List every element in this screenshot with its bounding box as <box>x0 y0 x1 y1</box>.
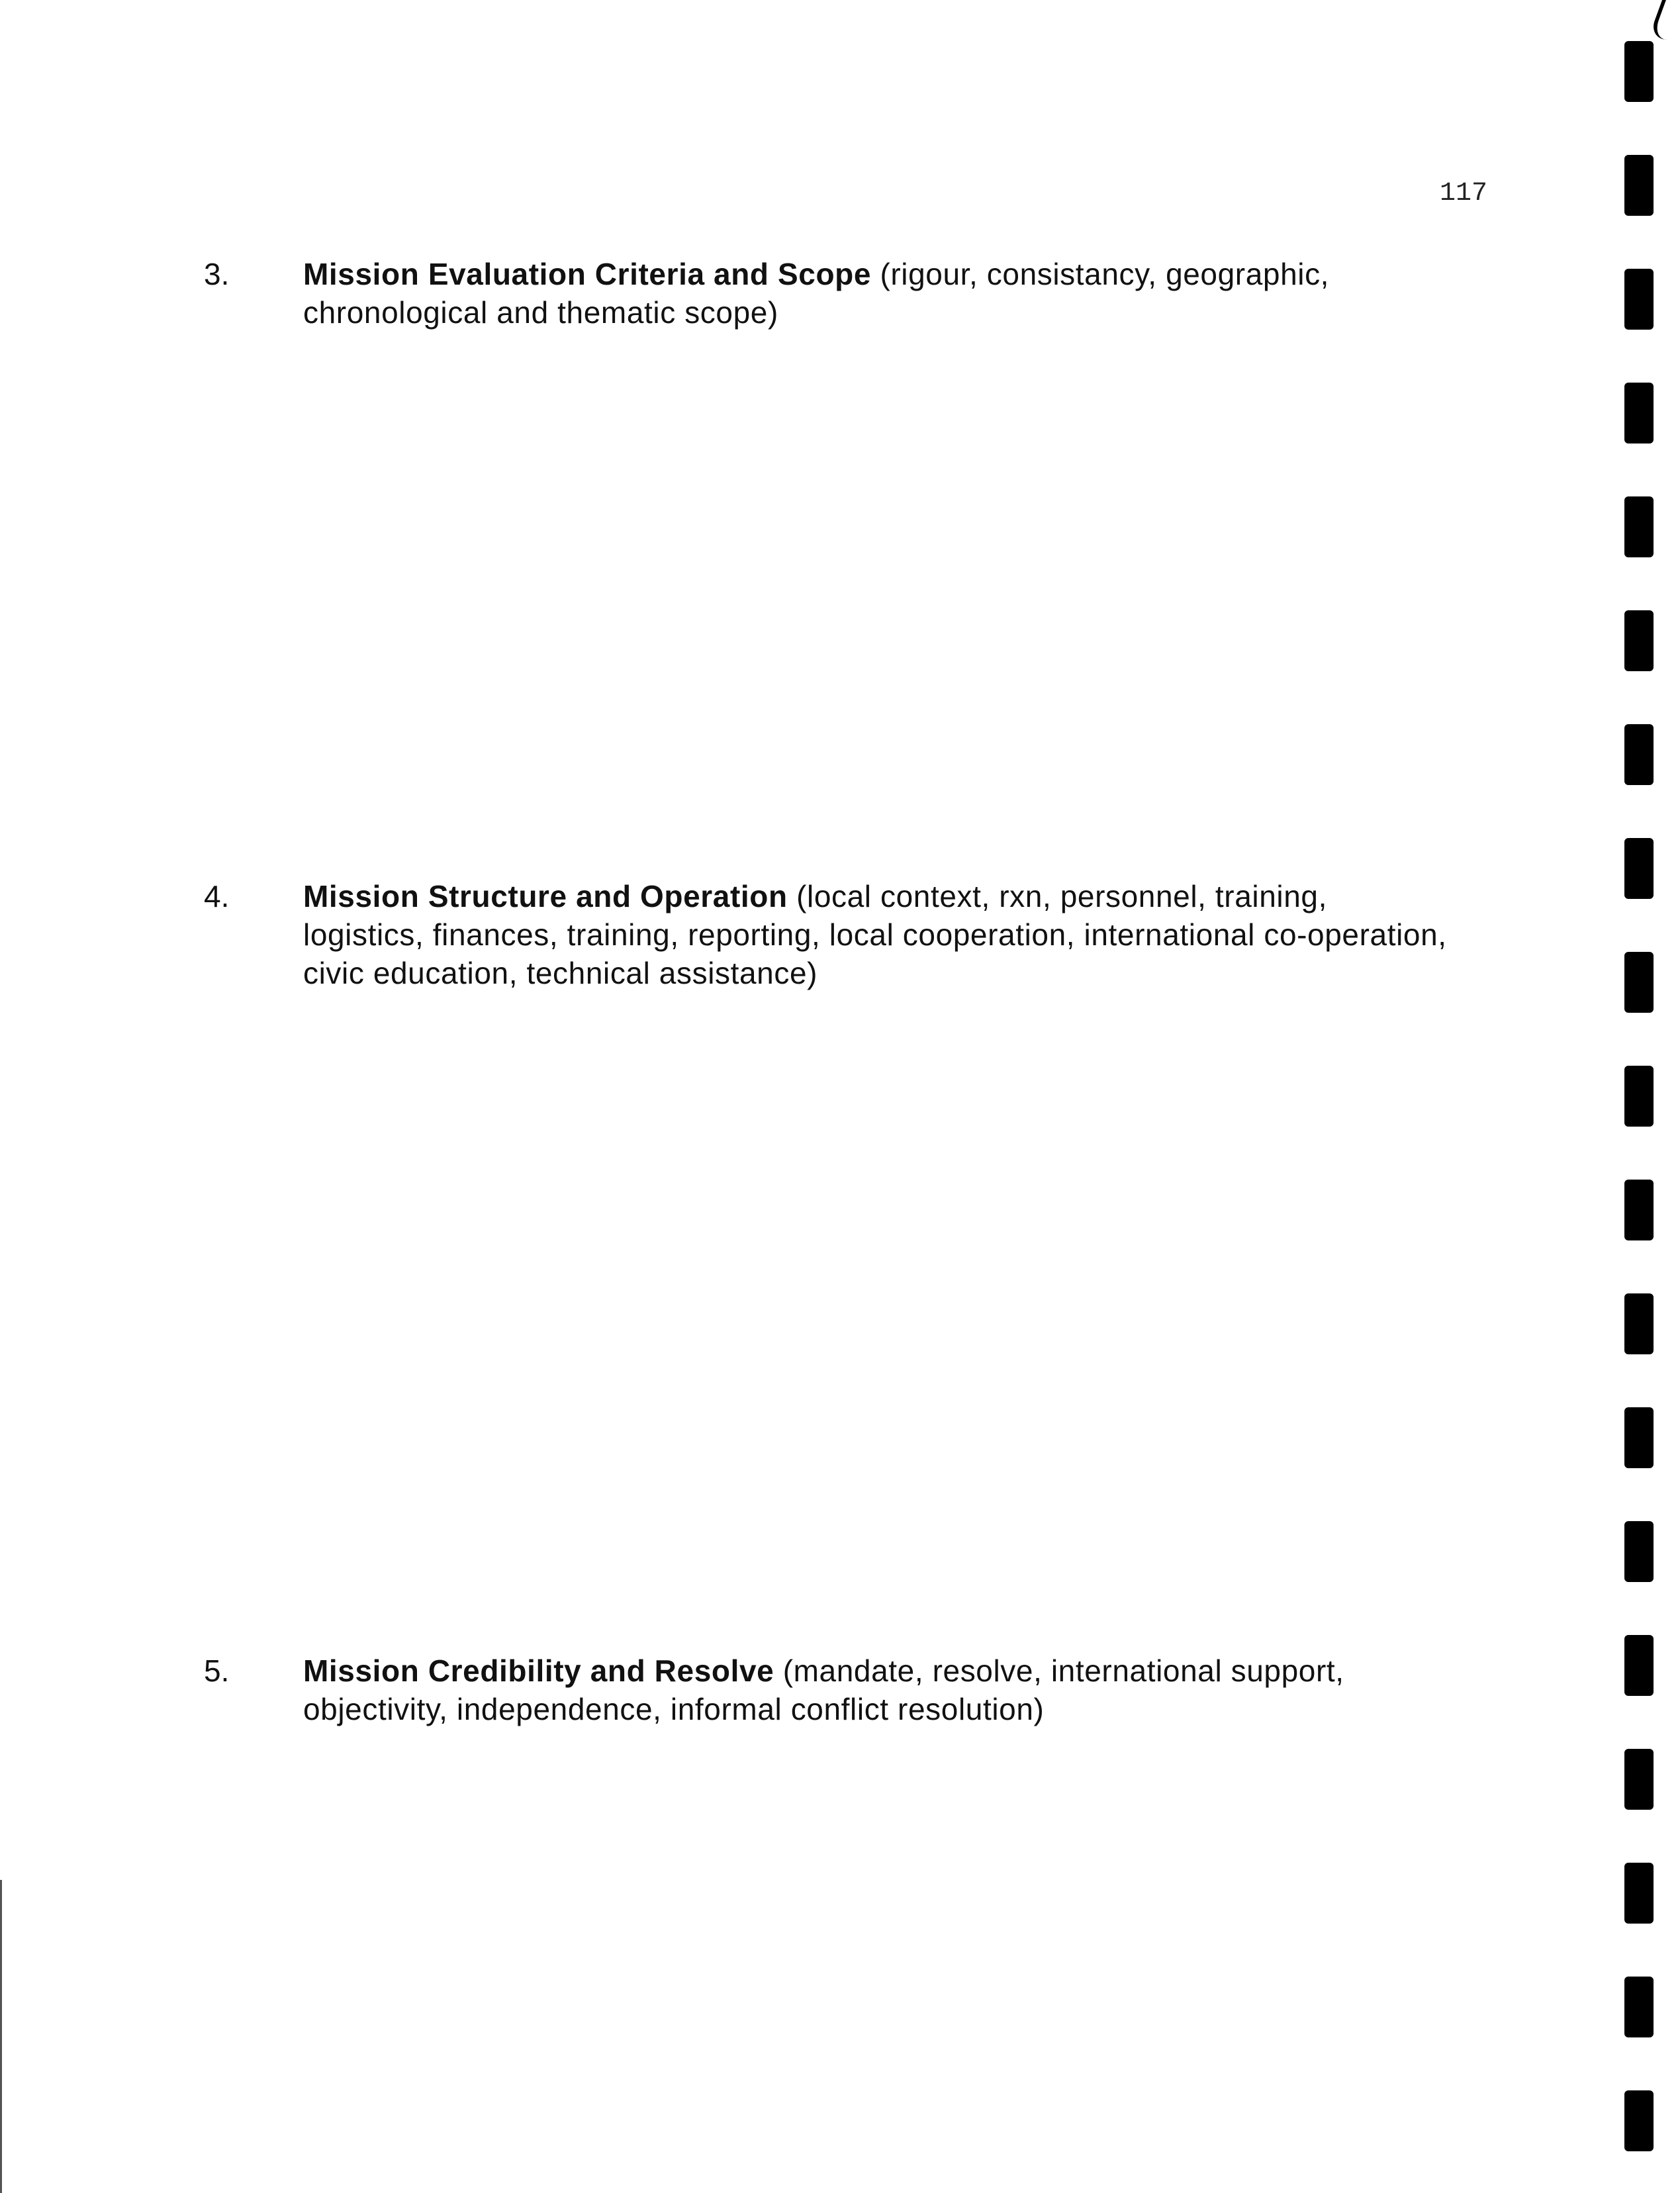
item-text <box>303 1652 1462 1728</box>
binding-hole <box>1624 952 1654 1013</box>
binding-hole <box>1624 2090 1654 2151</box>
binding-hole <box>1624 1066 1654 1127</box>
item-details-rest: objectivity, independence, informal conflict resolution) <box>303 1692 1045 1726</box>
binding-hole <box>1624 610 1654 671</box>
binding-hole <box>1624 1180 1654 1240</box>
binding-hole <box>1624 269 1654 330</box>
binding-hole <box>1624 383 1654 443</box>
item-details-rest: logistics, finances, training, reporting, local cooperation, international co-operation, civic education, technical assistance) <box>303 917 1447 990</box>
item-text <box>303 877 1462 992</box>
binding-hole <box>1624 41 1654 102</box>
binding-hole <box>1624 496 1654 557</box>
item-text <box>303 255 1462 332</box>
binding-hole <box>1624 724 1654 785</box>
item-title: Mission Credibility and Resolve <box>303 1654 774 1688</box>
binding-strip <box>1624 0 1664 2193</box>
binding-hole <box>1624 1407 1654 1468</box>
item-number: 3. <box>204 257 230 291</box>
scan-edge-line <box>0 1880 2 2193</box>
item-details-line1: (rigour, consistancy, geographic, <box>871 257 1330 291</box>
binding-hole <box>1624 1749 1654 1810</box>
binding-hole <box>1624 1293 1654 1354</box>
binding-hole <box>1624 1863 1654 1924</box>
page-number: 117 <box>1440 179 1488 209</box>
item-title: Mission Evaluation Criteria and Scope <box>303 257 872 291</box>
binding-hole <box>1624 1977 1654 2037</box>
item-details-line1: (local context, rxn, personnel, training, <box>787 879 1327 913</box>
item-number: 5. <box>204 1654 230 1688</box>
binding-hole <box>1624 838 1654 899</box>
item-details-rest: chronological and thematic scope) <box>303 295 778 330</box>
item-number: 4. <box>204 879 230 913</box>
item-details-line1: (mandate, resolve, international support, <box>774 1654 1344 1688</box>
item-title: Mission Structure and Operation <box>303 879 788 913</box>
binding-hole <box>1624 1521 1654 1582</box>
binding-hole <box>1624 1635 1654 1696</box>
binding-hole <box>1624 155 1654 216</box>
